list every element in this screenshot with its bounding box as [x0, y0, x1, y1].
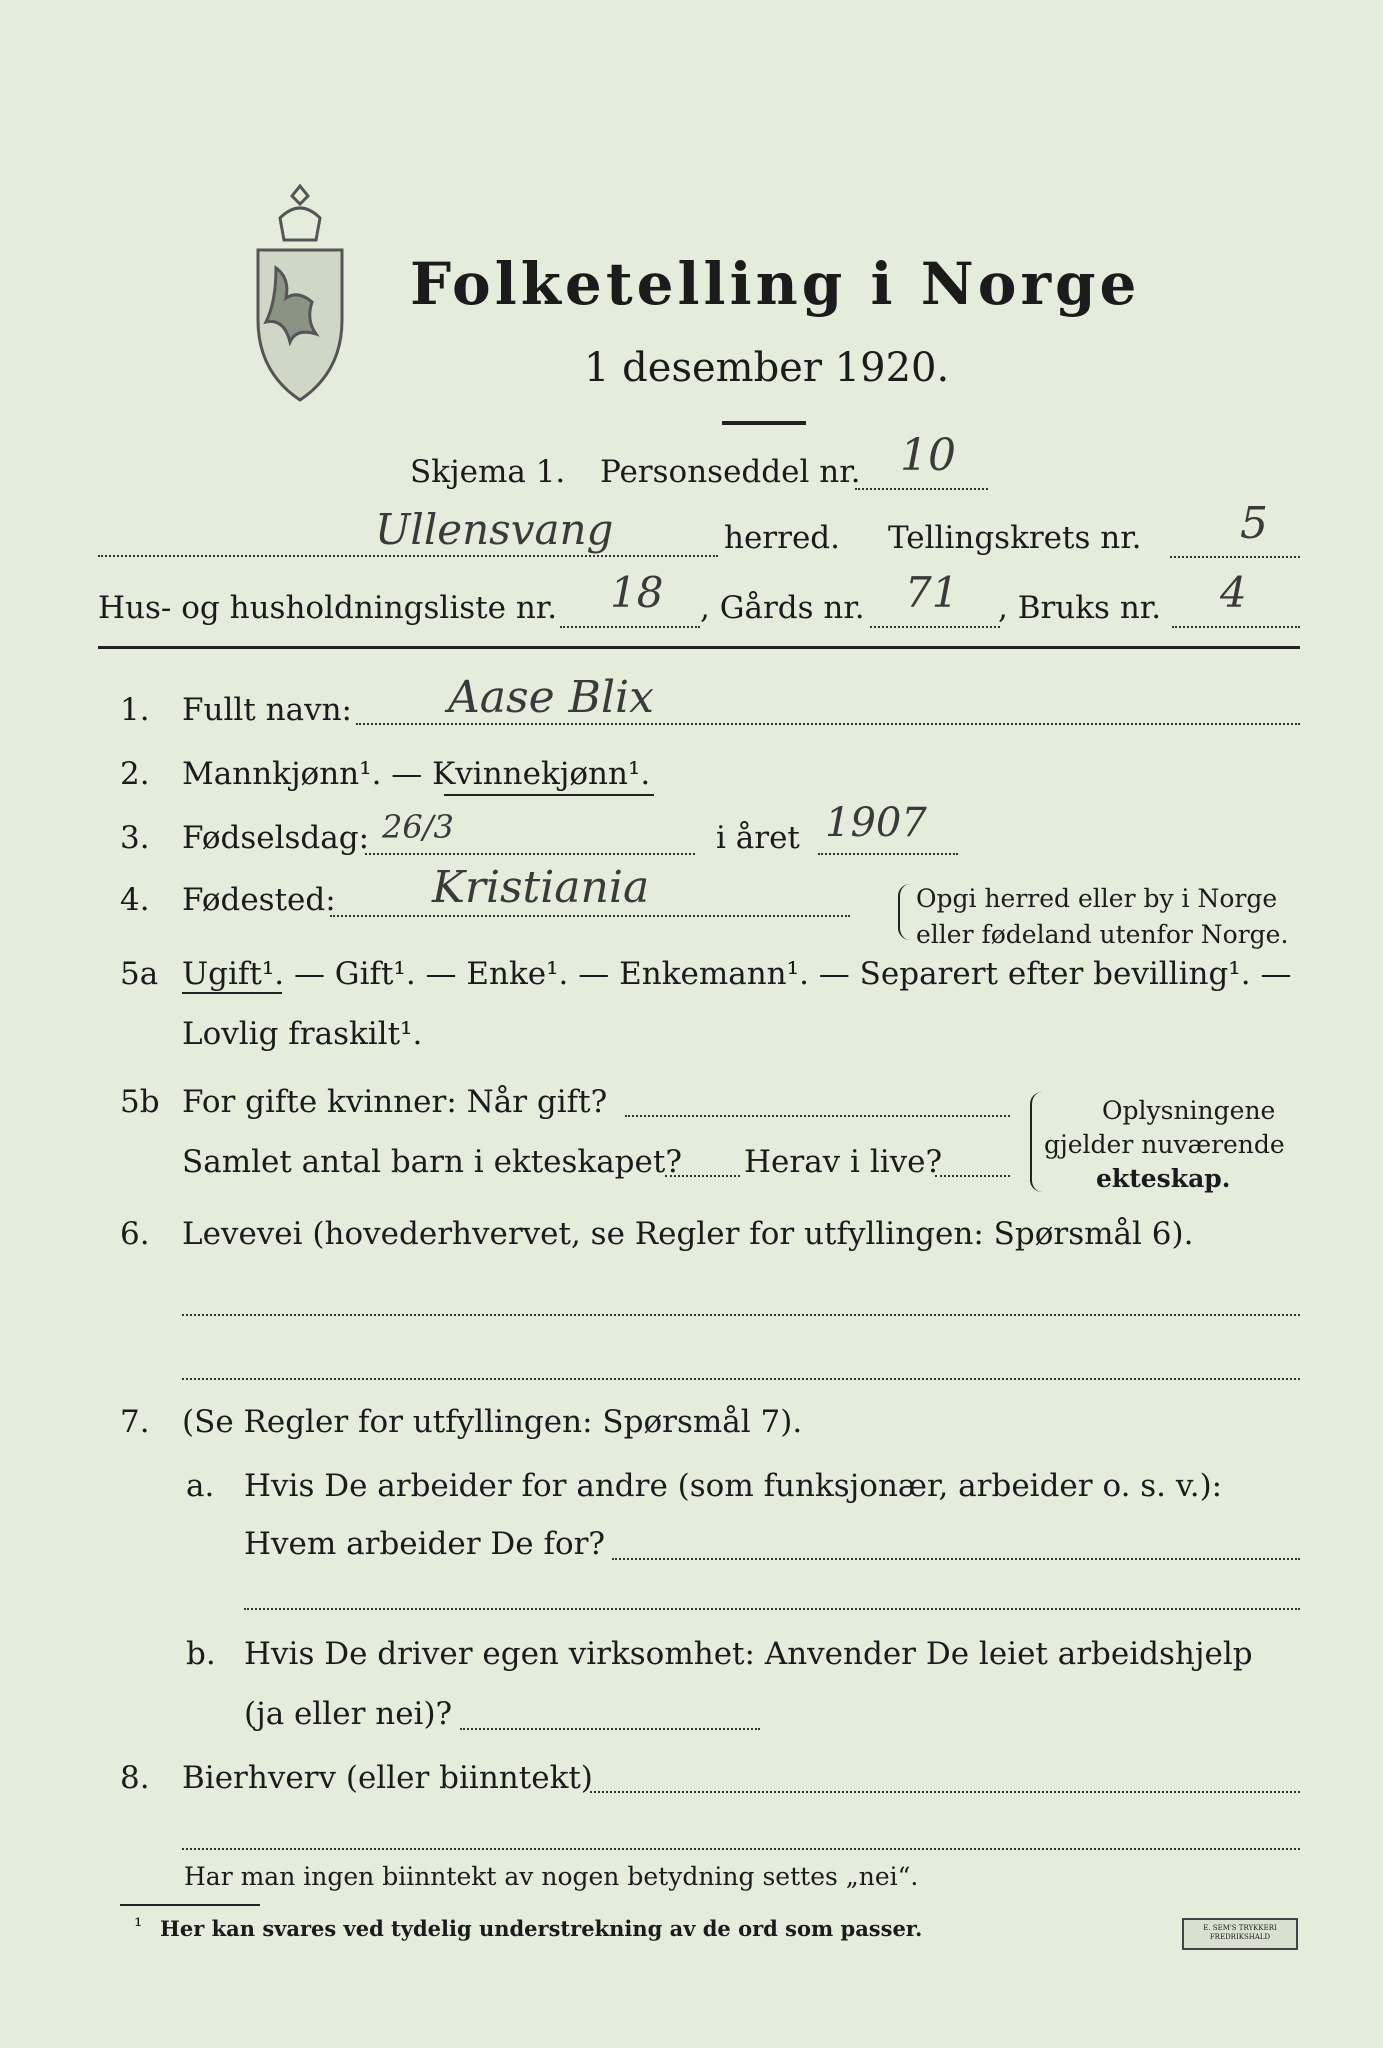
tellingskrets-value[interactable]: 5	[1240, 498, 1268, 549]
q7b-label: b.	[186, 1636, 216, 1672]
q8-line1	[590, 1791, 1300, 1793]
coat-of-arms-icon	[242, 178, 358, 408]
personseddel-line	[855, 488, 988, 490]
gards-label: , Gårds nr.	[700, 590, 865, 626]
q5b-line1: For gifte kvinner: Når gift?	[182, 1084, 608, 1120]
q7a-text: Hvis De arbeider for andre (som funksjonær, arbeider o. s. v.):	[244, 1468, 1223, 1504]
personseddel-label: Personseddel nr.	[600, 454, 861, 490]
q3-number: 3.	[120, 820, 150, 856]
schema-label: Skjema 1.	[410, 454, 566, 490]
q5b-alive-line	[935, 1175, 1010, 1177]
q7a-text2: Hvem arbeider De for?	[244, 1526, 606, 1562]
q7b-text2: (ja eller nei)?	[244, 1696, 453, 1732]
q5b-line2a: Samlet antal barn i ekteskapet?	[182, 1144, 682, 1180]
q8-line2	[182, 1848, 1300, 1850]
q2-underline	[444, 794, 654, 796]
q4-line	[330, 915, 850, 917]
header-rule	[98, 646, 1300, 649]
q7-text: (Se Regler for utfyllingen: Spørsmål 7).	[182, 1404, 803, 1440]
q3-year-value[interactable]: 1907	[825, 800, 927, 846]
q7b-line	[460, 1728, 760, 1730]
q4-number: 4.	[120, 882, 150, 918]
q5b-note-line3: ekteskap.	[1096, 1164, 1231, 1193]
q8-text: Bierhverv (eller biinntekt)	[182, 1760, 593, 1796]
census-date: 1 desember 1920.	[584, 345, 950, 391]
tellingskrets-line	[1170, 556, 1300, 558]
q6-number: 6.	[120, 1216, 150, 1252]
q6-line2	[182, 1378, 1300, 1380]
q5b-children-line	[665, 1175, 740, 1177]
herred-label: herred.	[724, 520, 840, 556]
q5b-married-line	[625, 1115, 1010, 1117]
q5b-brace	[1030, 1092, 1042, 1192]
q3-label: Fødselsdag:	[182, 820, 370, 856]
q5a-text2: Lovlig fraskilt¹.	[182, 1016, 423, 1052]
footnote-mark: ¹	[134, 1914, 143, 1938]
husliste-value[interactable]: 18	[610, 568, 664, 617]
bruks-line	[1172, 626, 1300, 628]
q5b-note-line2: gjelder nuværende	[1044, 1130, 1285, 1159]
page-title: Folketelling i Norge	[410, 250, 1141, 318]
gards-value[interactable]: 71	[905, 568, 959, 617]
footnote-text: Her kan svares ved tydelig understrekning av de ord som passer.	[160, 1916, 923, 1941]
q4-brace	[898, 884, 910, 940]
q4-note-line2: eller fødeland utenfor Norge.	[916, 920, 1289, 949]
q5a-underline	[182, 992, 282, 994]
biinntekt-note: Har man ingen biinntekt av nogen betydning settes „nei“.	[184, 1862, 919, 1891]
q7a-label: a.	[186, 1468, 215, 1504]
q7b-text: Hvis De driver egen virksomhet: Anvender De leiet arbeidshjelp	[244, 1636, 1253, 1672]
q6-line1	[182, 1314, 1300, 1316]
title-divider	[722, 421, 806, 425]
q3-value[interactable]: 26/3	[382, 808, 454, 846]
q1-label: Fullt navn:	[182, 692, 352, 728]
q5b-line2b: Herav i live?	[744, 1144, 943, 1180]
q7a-line1	[612, 1558, 1300, 1560]
q3-line	[365, 853, 695, 855]
q5a-number: 5a	[120, 956, 159, 992]
q1-value[interactable]: Aase Blix	[448, 672, 654, 723]
personseddel-value[interactable]: 10	[900, 430, 956, 481]
bruks-value[interactable]: 4	[1220, 568, 1247, 617]
herred-value[interactable]: Ullensvang	[375, 505, 614, 554]
q1-number: 1.	[120, 692, 150, 728]
q4-label: Fødested:	[182, 882, 336, 918]
q7a-line2	[244, 1608, 1300, 1610]
q5a-text: Ugift¹. — Gift¹. — Enke¹. — Enkemann¹. — Separert efter bevilling¹. —	[182, 956, 1292, 992]
q5b-note-line1: Oplysningene	[1102, 1096, 1276, 1125]
husliste-line	[560, 626, 700, 628]
q2-number: 2.	[120, 756, 150, 792]
footnote-rule	[120, 1904, 260, 1906]
bruks-label: , Bruks nr.	[998, 590, 1162, 626]
q5b-number: 5b	[120, 1084, 160, 1120]
tellingskrets-label: Tellingskrets nr.	[888, 520, 1142, 556]
husliste-label: Hus- og husholdningsliste nr.	[98, 590, 558, 626]
gards-line	[870, 626, 1000, 628]
q4-value[interactable]: Kristiania	[432, 862, 650, 913]
q1-line	[356, 723, 1300, 725]
q3-year-line	[818, 853, 958, 855]
herred-line	[98, 555, 718, 557]
q4-note-line1: Opgi herred eller by i Norge	[916, 884, 1278, 913]
printer-stamp-text: E. SEM'S TRYKKERI FREDRIKSHALD	[1203, 1924, 1277, 1941]
q7-number: 7.	[120, 1404, 150, 1440]
q8-number: 8.	[120, 1760, 150, 1796]
printer-stamp	[1182, 1918, 1298, 1950]
q6-text: Levevei (hovederhvervet, se Regler for utfyllingen: Spørsmål 6).	[182, 1216, 1194, 1252]
q3-year-label: i året	[716, 820, 800, 856]
q2-text: Mannkjønn¹. — Kvinnekjønn¹.	[182, 756, 651, 792]
